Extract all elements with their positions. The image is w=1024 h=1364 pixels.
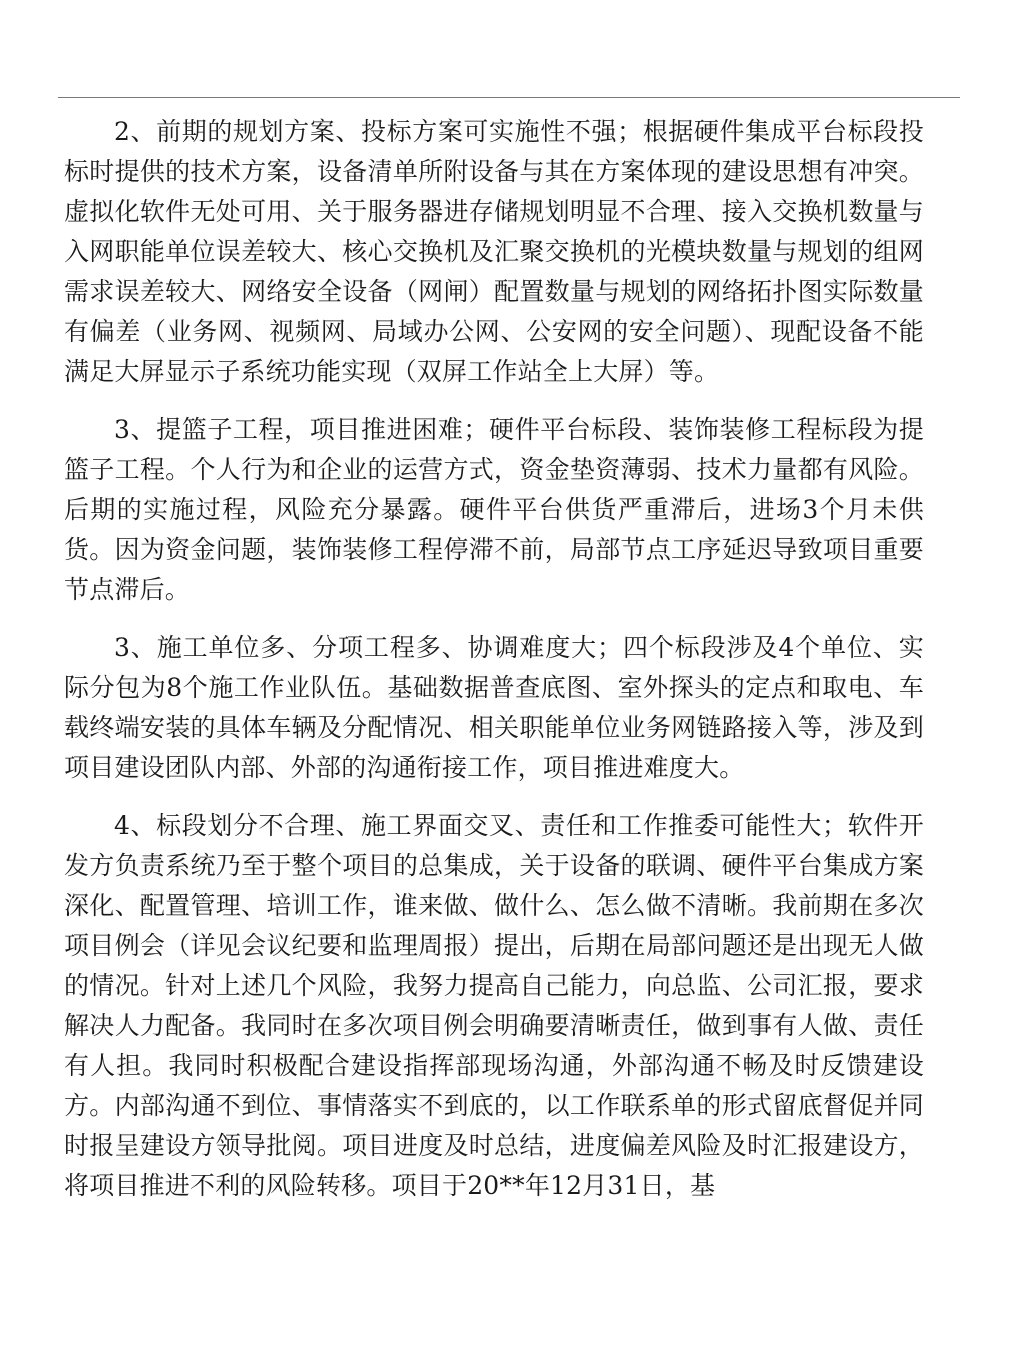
paragraph-item-2: 2、前期的规划方案、投标方案可实施性不强；根据硬件集成平台标段投标时提供的技术方案，设备清单所附设备与其在方案体现的建设思想有冲突。虚拟化软件无处可用、关于服务器进存储规划明显不合理、接入交换机数量与入网职能单位误差较大、核心交换机及汇聚交换机的光模块数量与规划的组网需求误差较大、网络安全设备（网闸）配置数量与规划的网络拓扑图实际数量有偏差（业务网、视频网、局域办公网、公安网的安全问题）、现配设备不能满足大屏显示子系统功能实现（双屏工作站全上大屏）等。 (64, 117, 924, 386)
header-divider (58, 97, 960, 98)
paragraph-item-3b: 3、施工单位多、分项工程多、协调难度大；四个标段涉及4个单位、实际分包为8个施工作业队伍。基础数据普查底图、室外探头的定点和取电、车载终端安装的具体车辆及分配情况、相关职能单位业务网链路接入等，涉及到项目建设团队内部、外部的沟通衔接工作，项目推进难度大。 (64, 633, 924, 782)
paragraph-item-3a: 3、提篮子工程，项目推进困难；硬件平台标段、装饰装修工程标段为提篮子工程。个人行为和企业的运营方式，资金垫资薄弱、技术力量都有风险。后期的实施过程，风险充分暴露。硬件平台供货严重滞后，进场3个月未供货。因为资金问题，装饰装修工程停滞不前，局部节点工序延迟导致项目重要节点滞后。 (64, 415, 924, 604)
paragraph-item-4: 4、标段划分不合理、施工界面交叉、责任和工作推委可能性大；软件开发方负责系统乃至于整个项目的总集成，关于设备的联调、硬件平台集成方案深化、配置管理、培训工作，谁来做、做什么、怎么做不清晰。我前期在多次项目例会（详见会议纪要和监理周报）提出，后期在局部问题还是出现无人做的情况。针对上述几个风险，我努力提高自己能力，向总监、公司汇报，要求解决人力配备。我同时在多次项目例会明确要清晰责任，做到事有人做、责任有人担。我同时积极配合建设指挥部现场沟通，外部沟通不畅及时反馈建设方。内部沟通不到位、事情落实不到底的，以工作联系单的形式留底督促并同时报呈建设方领导批阅。项目进度及时总结，进度偏差风险及时汇报建设方，将项目推进不利的风险转移。项目于20**年12月31日，基 (64, 811, 924, 1200)
document-body (64, 112, 924, 1224)
